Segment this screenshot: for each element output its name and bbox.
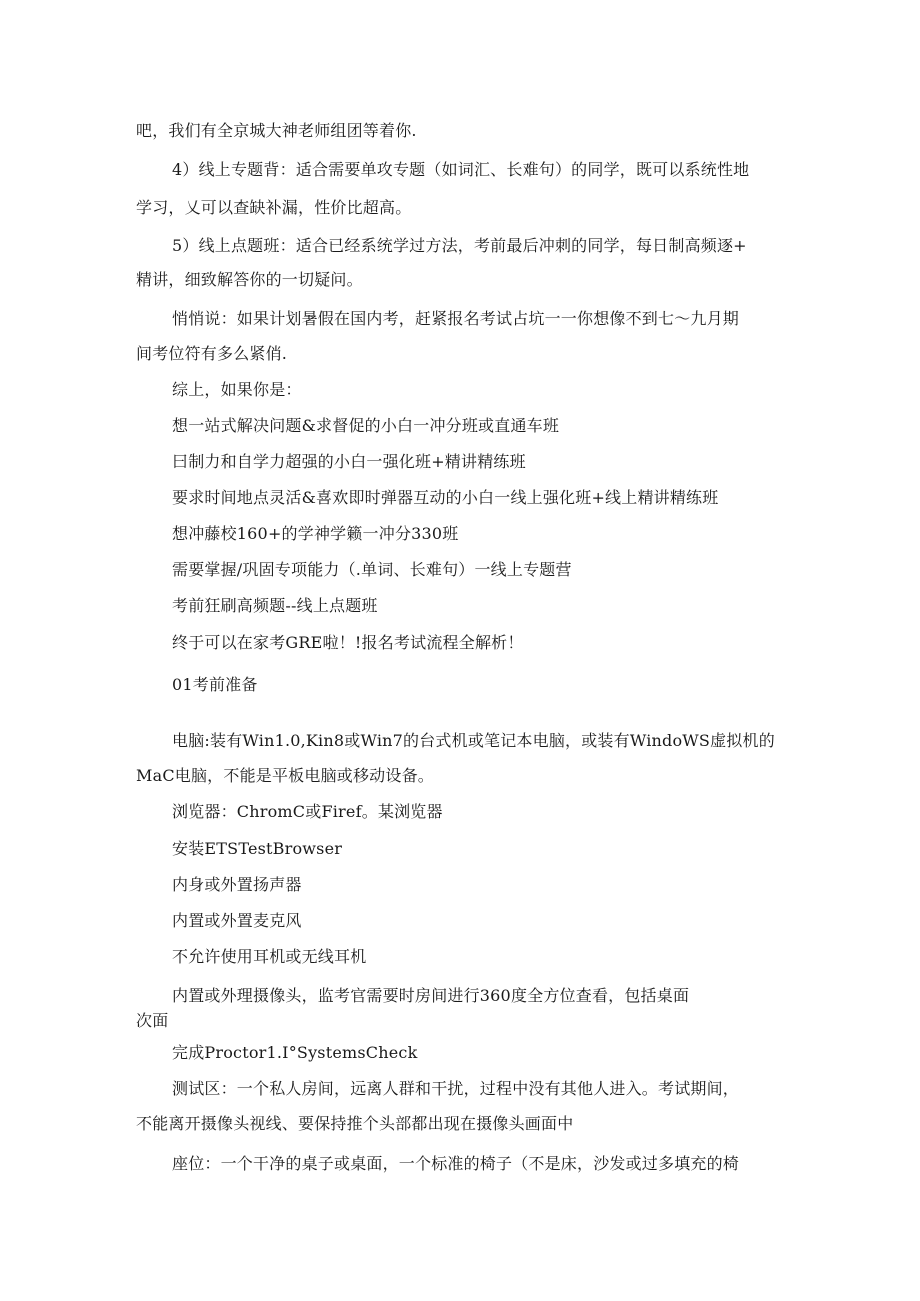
text-line: 安装ETSTestBrowser xyxy=(172,839,343,858)
text-line: 想一站式解决问题&求督促的小白一冲分班或直通车班 xyxy=(172,416,560,435)
text-line: 电脑:装有Win1.0,Kin8或Win7的台式机或笔记本电脑，或装有WindoWS虚拟机的 xyxy=(172,731,775,750)
text-line: 不能离开摄像头视线、要保持推个头部都出现在摄像头画面中 xyxy=(136,1114,574,1133)
text-line: 终于可以在家考GRE啦！!报名考试流程全解析！ xyxy=(172,633,524,652)
text-line: 内身或外置扬声器 xyxy=(172,875,302,894)
text-line: 精讲，细致解答你的一切疑问。 xyxy=(136,270,363,289)
text-line: 悄悄说：如果计划暑假在国内考，赶紧报名考试占坑一一你想像不到七～九月期 xyxy=(172,309,740,328)
text-line: 次面 xyxy=(136,1011,169,1030)
section-heading: 01考前准备 xyxy=(172,675,258,694)
text-line: 5）线上点题班：适合已经系统学过方法，考前最后冲刺的同学，每日制高频逐+ xyxy=(172,236,747,255)
text-line: 间考位符有多么紧俏. xyxy=(136,344,288,363)
text-line: 吧，我们有全京城大神老师组团等着你. xyxy=(136,121,417,140)
text-line: 浏览器：ChromC或Firef。某浏览器 xyxy=(172,802,443,821)
text-line: 测试区：一个私人房间，远离人群和干扰，过程中没有其他人进入。考试期间， xyxy=(172,1079,740,1098)
text-line: 综上，如果你是： xyxy=(172,380,302,399)
text-line: 内置或外置麦克风 xyxy=(172,911,302,930)
text-line: 需要掌握/巩固专项能力（.单词、长难句）一线上专题营 xyxy=(172,560,572,579)
text-line: 完成Proctor1.I°SystemsCheck xyxy=(172,1043,418,1062)
text-line: 学习，乂可以查缺补漏，性价比超高。 xyxy=(136,198,412,217)
text-line: 曰制力和自学力超强的小白一强化班+精讲精练班 xyxy=(172,452,526,471)
text-line: 内置或外理摄像头，监考官需要时房间进行360度全方位查看，包括桌面 xyxy=(172,986,690,1005)
text-line: 4）线上专题背：适合需要单攻专题（如词汇、长难句）的同学，既可以系统性地 xyxy=(172,160,750,179)
text-line: 不允许使用耳机或无线耳机 xyxy=(172,947,367,966)
text-line: 想冲藤校160+的学神学籁一冲分330班 xyxy=(172,524,459,543)
text-line: 要求时间地点灵活&喜欢即时弹器互动的小白一线上强化班+线上精讲精练班 xyxy=(172,488,719,507)
text-line: 座位：一个干净的桌子或桌面，一个标准的椅子（不是床，沙发或过多填充的椅 xyxy=(172,1154,740,1173)
text-line: MaC电脑，不能是平板电脑或移动设备。 xyxy=(136,766,434,785)
text-line: 考前狂刷高频题--线上点题班 xyxy=(172,596,378,615)
